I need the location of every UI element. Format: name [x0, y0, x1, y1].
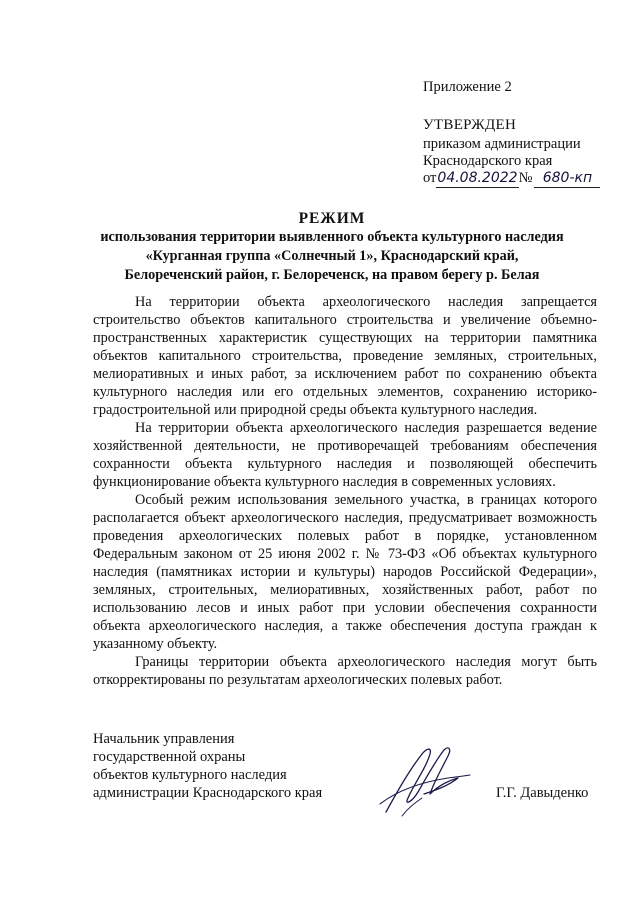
- appendix-label: Приложение 2: [423, 79, 512, 95]
- body-paragraph-3: Особый режим использования земельного участка, в границах которого располагается объект археологического наследия, предусматривает возможность проведения археологических полевых работ в порядке, установленном Федеральным законом от 25 июня 2002 г. № 73-ФЗ «Об объектах культурного наследия (памятниках истории и культуры) народов Российской Федерации», земляных, строительных, мелиоративных, хозяйственных работ, работ по использованию лесов и иных работ при условии обеспечения сохранности объекта археологического наследия, а также обеспечения доступа граждан к указанному объекту.: [93, 492, 597, 652]
- document-title-block: [62, 209, 602, 285]
- document-subtitle-line-3: Белореченский район, г. Белореченск, на правом берегу р. Белая: [124, 267, 540, 283]
- order-reference: [423, 169, 600, 188]
- order-number: 680-кп: [534, 169, 600, 188]
- order-number-label: №: [518, 170, 533, 186]
- signer-position-line-4: администрации Краснодарского края: [93, 785, 323, 801]
- signer-name: Г.Г. Давыденко: [496, 785, 589, 801]
- signer-position-line-1: Начальник управления: [93, 731, 235, 747]
- handwritten-signature: [378, 742, 473, 817]
- body-paragraph-1: На территории объекта археологического наследия запрещается строительство объектов капитального строительства и увеличение объемно-пространственных характеристик существующих на территории памятника объектов капитального строительства, проведение земляных, строительных, мелиоративных и иных работ, за исключением работ по сохранению объекта культурного наследия или его отдельных элементов, сохранению историко-градостроительной или природной среды объекта культурного наследия.: [93, 294, 597, 418]
- approved-by-line-1: приказом администрации: [423, 136, 581, 152]
- approved-by-line-2: Краснодарского края: [423, 153, 553, 169]
- body-paragraph-2: На территории объекта археологического наследия разрешается ведение хозяйственной деятельности, не противоречащей требованиям обеспечения сохранности объекта культурного наследия и позволяющей обеспечить функционирование объекта культурного наследия в современных условиях.: [93, 420, 597, 490]
- document-subtitle-line-1: использования территории выявленного объекта культурного наследия: [100, 229, 564, 245]
- signer-position-line-3: объектов культурного наследия: [93, 767, 287, 783]
- approved-stamp-title: УТВЕРЖДЕН: [423, 117, 517, 133]
- order-date: 04.08.2022: [437, 170, 518, 186]
- body-paragraph-4: Границы территории объекта археологического наследия могут быть откорректированы по результатам археологических полевых работ.: [93, 654, 597, 688]
- document-title: РЕЖИМ: [298, 210, 366, 227]
- document-subtitle-line-2: «Курганная группа «Солнечный 1», Краснодарский край,: [145, 248, 519, 264]
- signer-position-line-2: государственной охраны: [93, 749, 246, 765]
- order-from-label: от: [423, 170, 437, 186]
- document-body: [93, 293, 597, 689]
